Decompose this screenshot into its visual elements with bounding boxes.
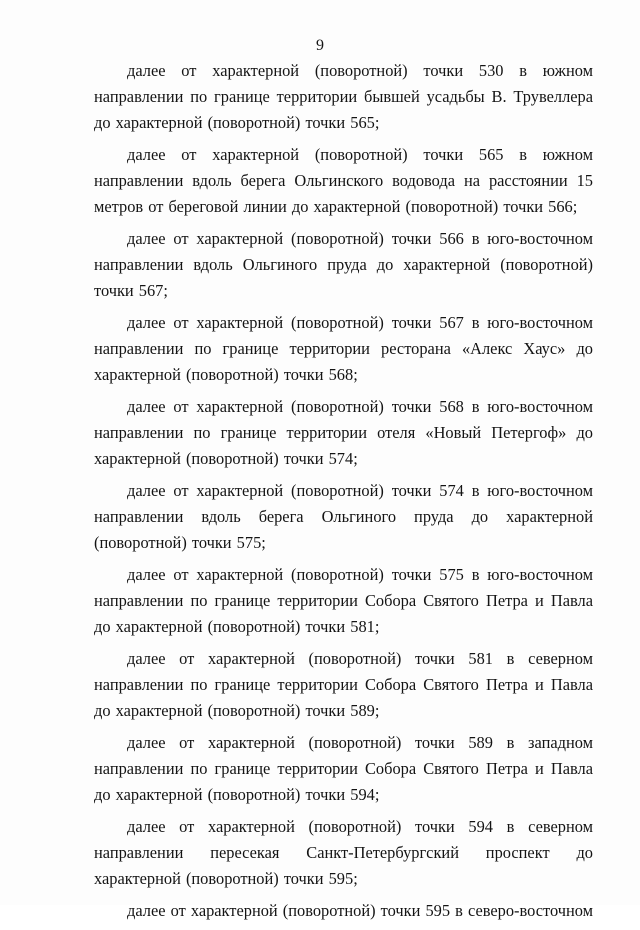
paragraph: далее от характерной (поворотной) точки 566 в юго-восточном направлении вдоль Ольгиного пруда до характерной (поворотной) точки 567; [94, 229, 593, 300]
paragraph: далее от характерной (поворотной) точки 589 в западном направлении по границе территории Собора Святого Петра и Павла до характерной (поворотной) точки 594; [94, 733, 593, 804]
document-body [94, 58, 593, 930]
paragraph: далее от характерной (поворотной) точки 594 в северном направлении пересекая Санкт-Петербургский проспект до характерной (поворотной) точки 595; [94, 817, 593, 888]
paragraph: далее от характерной (поворотной) точки 575 в юго-восточном направлении по границе территории Собора Святого Петра и Павла до характерной (поворотной) точки 581; [94, 565, 593, 636]
paragraph: далее от характерной (поворотной) точки 565 в южном направлении вдоль берега Ольгинского водовода на расстоянии 15 метров от береговой линии до характерной (поворотной) точки 566; [94, 145, 593, 216]
paragraph: далее от характерной (поворотной) точки 581 в северном направлении по границе территории Собора Святого Петра и Павла до характерной (поворотной) точки 589; [94, 649, 593, 720]
paragraph: далее от характерной (поворотной) точки 574 в юго-восточном направлении вдоль берега Ольгиного пруда до характерной (поворотной) точки 575; [94, 481, 593, 552]
paragraph: далее от характерной (поворотной) точки 530 в южном направлении по границе территории бывшей усадьбы В. Трувеллера до характерной (поворотной) точки 565; [94, 61, 593, 132]
paragraph: далее от характерной (поворотной) точки 568 в юго-восточном направлении по границе территории отеля «Новый Петергоф» до характерной (поворотной) точки 574; [94, 397, 593, 468]
page-number: 9 [316, 37, 324, 54]
paragraph: далее от характерной (поворотной) точки 595 в северо-восточном [127, 901, 593, 920]
paragraph: далее от характерной (поворотной) точки 567 в юго-восточном направлении по границе территории ресторана «Алекс Хаус» до характерной (поворотной) точки 568; [94, 313, 593, 384]
